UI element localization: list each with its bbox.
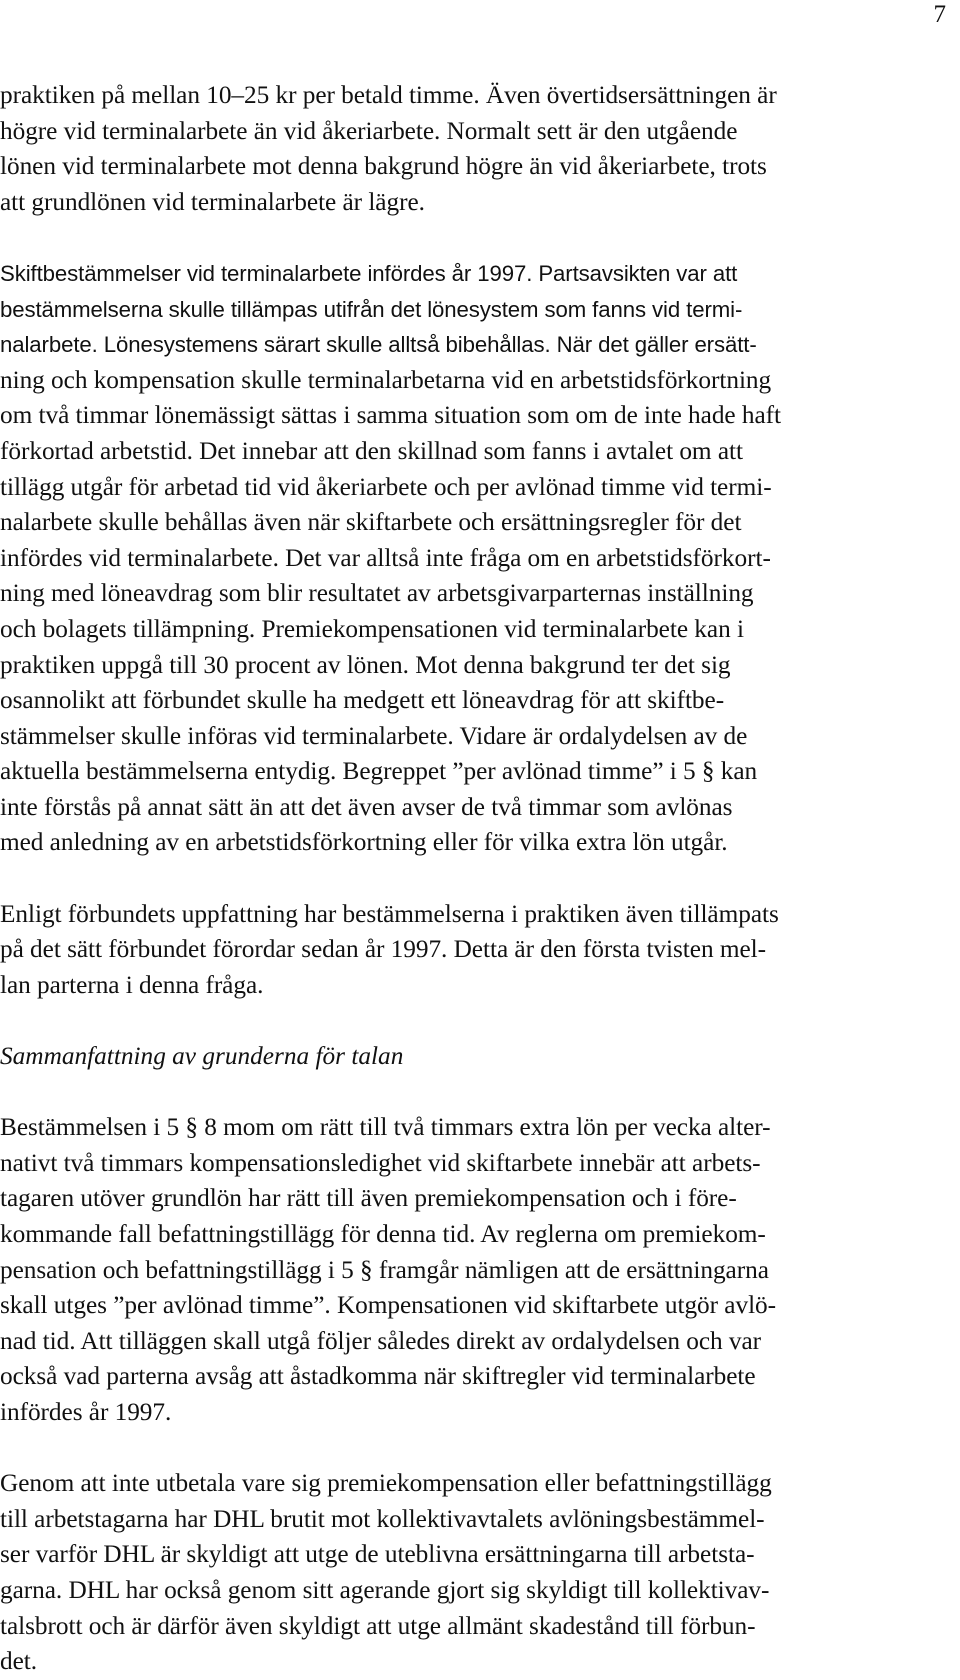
text-line: infördes vid terminalarbete. Det var alltså inte fråga om en arbetstidsförkort-	[0, 543, 771, 572]
text-line: infördes år 1997.	[0, 1397, 172, 1426]
paragraph-gap	[0, 220, 952, 256]
paragraph-5	[0, 1466, 952, 1680]
text-line: nalarbete skulle behållas även när skiftarbete och ersättningsregler för det	[0, 508, 742, 537]
text-line: aktuella bestämmelserna entydig. Begreppet ”per avlönad timme” i 5 § kan	[0, 757, 758, 786]
text-line: skall utges ”per avlönad timme”. Kompensationen vid skiftarbete utgör avlö-	[0, 1291, 777, 1320]
paragraph-2-continued	[0, 363, 952, 861]
text-line: talsbrott och är därför även skyldigt att utge allmänt skadestånd till förbun-	[0, 1611, 756, 1640]
text-line: praktiken på mellan 10–25 kr per betald timme. Även övertidsersättningen är	[0, 81, 777, 109]
document-body	[0, 78, 952, 1680]
text-line: stämmelser skulle införas vid terminalarbete. Vidare är ordalydelsen av de	[0, 721, 748, 750]
text-line: Enligt förbundets uppfattning har bestämmelserna i praktiken även tillämpats	[0, 899, 779, 928]
page-number: 7	[933, 1, 946, 28]
text-line: högre vid terminalarbete än vid åkeriarbete. Normalt sett är den utgående	[0, 116, 738, 145]
text-line: Bestämmelsen i 5 § 8 mom om rätt till två timmars extra lön per vecka alter-	[0, 1113, 771, 1142]
text-line: också vad parterna avsåg att åstadkomma när skiftregler vid terminalarbete	[0, 1362, 756, 1391]
text-line: och bolagets tillämpning. Premiekompensationen vid terminalarbete kan i	[0, 614, 744, 643]
text-line: nad tid. Att tilläggen skall utgå följer således direkt av ordalydelsen och var	[0, 1326, 762, 1355]
paragraph-gap	[0, 1075, 952, 1111]
text-line: inte förstås på annat sätt än att det även avser de två timmar som avlönas	[0, 792, 733, 821]
text-line: nalarbete. Lönesystemens särart skulle alltså bibehållas. När det gäller ersätt-	[0, 332, 757, 358]
paragraph-gap	[0, 1431, 952, 1467]
text-line: tagaren utöver grundlön har rätt till även premiekompensation och i före-	[0, 1184, 737, 1213]
text-line: på det sätt förbundet förordar sedan år 1997. Detta är den första tvisten mel-	[0, 935, 766, 964]
paragraph-gap	[0, 861, 952, 897]
text-line: ning och kompensation skulle terminalarbetarna vid en arbetstidsförkortning	[0, 365, 772, 394]
text-line: lan parterna i denna fråga.	[0, 970, 264, 999]
text-line: Genom att inte utbetala vare sig premiekompensation eller befattningstillägg	[0, 1469, 772, 1498]
paragraph-2	[0, 256, 952, 363]
text-line: praktiken uppgå till 30 procent av lönen. Mot denna bakgrund ter det sig	[0, 650, 731, 679]
text-line: kommande fall befattningstillägg för denna tid. Av reglerna om premiekom-	[0, 1220, 766, 1248]
section-heading-text: Sammanfattning av grunderna för talan	[0, 1042, 404, 1071]
text-line: osannolikt att förbundet skulle ha medgett ett löneavdrag för att skiftbe-	[0, 686, 725, 715]
text-line: Skiftbestämmelser vid terminalarbete infördes år 1997. Partsavsikten var att	[0, 260, 738, 286]
text-line: förkortad arbetstid. Det innebar att den skillnad som fanns i avtalet om att	[0, 436, 743, 465]
text-line: nativt två timmars kompensationsledighet vid skiftarbete innebär att arbets-	[0, 1148, 761, 1177]
paragraph-3	[0, 897, 952, 1004]
text-line: om två timmar lönemässigt sättas i samma situation som om de inte hade haft	[0, 401, 782, 430]
text-line: tillägg utgår för arbetad tid vid åkeriarbete och per avlönad timme vid termi-	[0, 472, 772, 501]
text-line: ser varför DHL är skyldigt att utge de uteblivna ersättningarna till arbetsta-	[0, 1540, 755, 1569]
text-line: bestämmelserna skulle tillämpas utifrån det lönesystem som fanns vid termi-	[0, 296, 743, 322]
paragraph-4	[0, 1110, 952, 1430]
text-line: garna. DHL har också genom sitt agerande gjort sig skyldigt till kollektivav-	[0, 1575, 770, 1604]
text-line: lönen vid terminalarbete mot denna bakgrund högre än vid åkeriarbete, trots	[0, 152, 767, 181]
section-heading	[0, 1039, 952, 1075]
text-line: att grundlönen vid terminalarbete är lägre.	[0, 187, 425, 216]
paragraph-1	[0, 78, 952, 220]
text-line: det.	[0, 1647, 38, 1676]
text-line: med anledning av en arbetstidsförkortning eller för vilka extra lön utgår.	[0, 828, 728, 857]
text-line: till arbetstagarna har DHL brutit mot kollektivavtalets avlöningsbestämmel-	[0, 1504, 765, 1533]
paragraph-gap	[0, 1003, 952, 1039]
text-line: pensation och befattningstillägg i 5 § framgår nämligen att de ersättningarna	[0, 1255, 769, 1284]
text-line: ning med löneavdrag som blir resultatet av arbetsgivarparternas inställning	[0, 579, 754, 608]
